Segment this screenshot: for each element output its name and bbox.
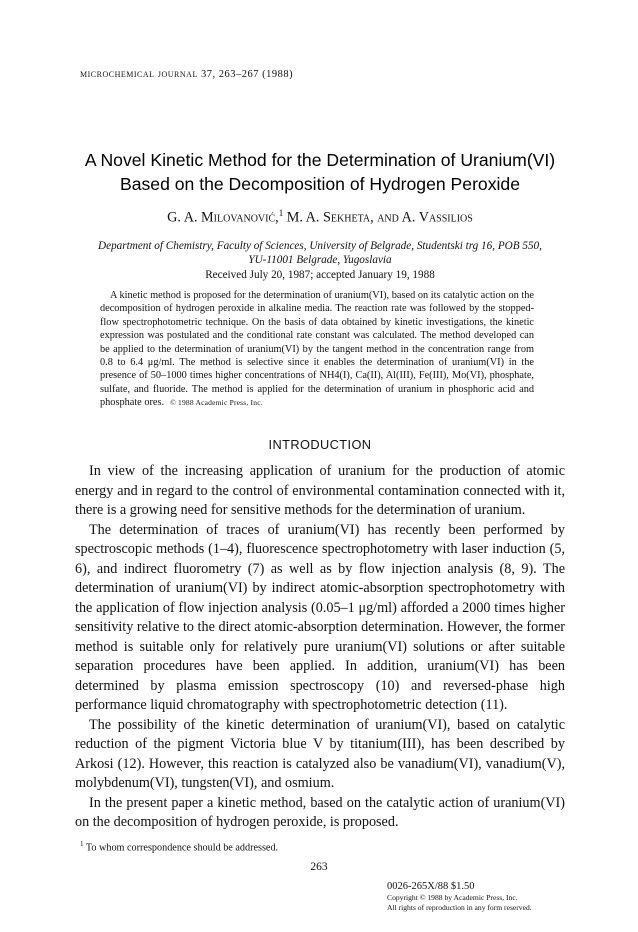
article-title — [40, 148, 600, 196]
paragraph-3: The possibility of the kinetic determination of uranium(VI), based on catalytic reduction of the pigment Victoria blue V by titanium(III), has been described by Arkosi (12). However, this reaction is catalyzed also be vanadium(VI), vanadium(V), molybdenum(VI), tungsten(VI), and osmium. — [75, 716, 565, 791]
author-footnote-mark: 1 — [278, 208, 284, 218]
author-1: G. A. Milovanović, — [167, 209, 279, 226]
journal-name: microchemical journal — [80, 68, 198, 80]
publisher-copyright: Copyright © 1988 by Academic Press, Inc. — [387, 893, 518, 902]
footnote — [80, 840, 278, 853]
title-line-1: A Novel Kinetic Method for the Determination of Uranium(VI) — [84, 150, 556, 170]
affiliation-line-2: YU-11001 Belgrade, Yugoslavia — [248, 254, 392, 266]
rights-statement: All rights of reproduction in any form reserved. — [387, 903, 532, 912]
abstract-text: A kinetic method is proposed for the determination of uranium(VI), based on its catalytic action on the decomposition of hydrogen peroxide in alkaline media. The reaction rate was followed by the stopped-flow spectrophotometric technique. On the basis of data obtained by kinetic investigations, the kinetic expression was postulated and the conditional rate constant was calculated. The method developed can be applied to the determination of uranium(VI) by the tangent method in the concentration range from 0.8 to 6.4 μg/ml. The method is selective since it enables the determination of uranium(VI) in the presence of 50–1000 times higher concentrations of NH4(I), Ca(II), Al(III), Fe(III), Mo(VI), phosphate, sulfate, and fluoride. The method is applied for the determination of uranium in phosphoric acid and phosphate ores. — [100, 290, 534, 409]
section-heading: INTRODUCTION — [268, 437, 372, 452]
issn-price: 0026-265X/88 $1.50 — [387, 881, 475, 892]
paragraph-1: In view of the increasing application of uranium for the production of atomic energy and in regard to the control of environmental contamination connected with it, there is a growing need for sensitive methods for the determination of uranium. — [75, 463, 565, 518]
paragraph-2: The determination of traces of uranium(VI) has recently been performed by spectroscopic methods (1–4), fluorescence spectrophotometry with laser induction (5, 6), and indirect fluorometry (7) as well as by flow injection analysis (8, 9). The determination of uranium(VI) by indirect atomic-absorption spectrophotometry with the application of flow injection analysis (0.05–1 μg/ml) afforded a 2000 times higher sensitivity relative to the direct atomic-absorption determination. However, the former method is suitable only for relatively pure uranium(VI) solutions or after suitable separation procedures have been applied. In addition, uranium(VI) has been determined by plasma emission spectroscopy (10) and reversed-phase high performance liquid chromatography with spectrophotometric detection (11). — [75, 521, 565, 713]
other-authors: M. A. Sekheta, and A. Vassilios — [283, 209, 473, 226]
title-line-2: Based on the Decomposition of Hydrogen Peroxide — [119, 174, 520, 194]
publisher-info — [387, 880, 532, 913]
author-list — [40, 208, 600, 227]
footnote-text: To whom correspondence should be addressed. — [83, 842, 279, 854]
journal-citation: 37, 263–267 (1988) — [200, 69, 294, 80]
abstract-copyright: © 1988 Academic Press, Inc. — [170, 398, 263, 408]
footnote-mark: 1 — [80, 840, 84, 848]
body-text — [75, 462, 565, 833]
paragraph-4: In the present paper a kinetic method, based on the catalytic action of uranium(VI) on the decomposition of hydrogen peroxide, is proposed. — [75, 794, 565, 830]
received-dates: Received July 20, 1987; accepted January 19, 1988 — [205, 269, 435, 281]
affiliation — [44, 239, 596, 267]
journal-header — [80, 68, 293, 80]
abstract — [100, 289, 534, 410]
page-number: 263 — [310, 861, 328, 873]
affiliation-line-1: Department of Chemistry, Faculty of Sciences, University of Belgrade, Studentski trg 16, POB 550, — [98, 240, 542, 252]
